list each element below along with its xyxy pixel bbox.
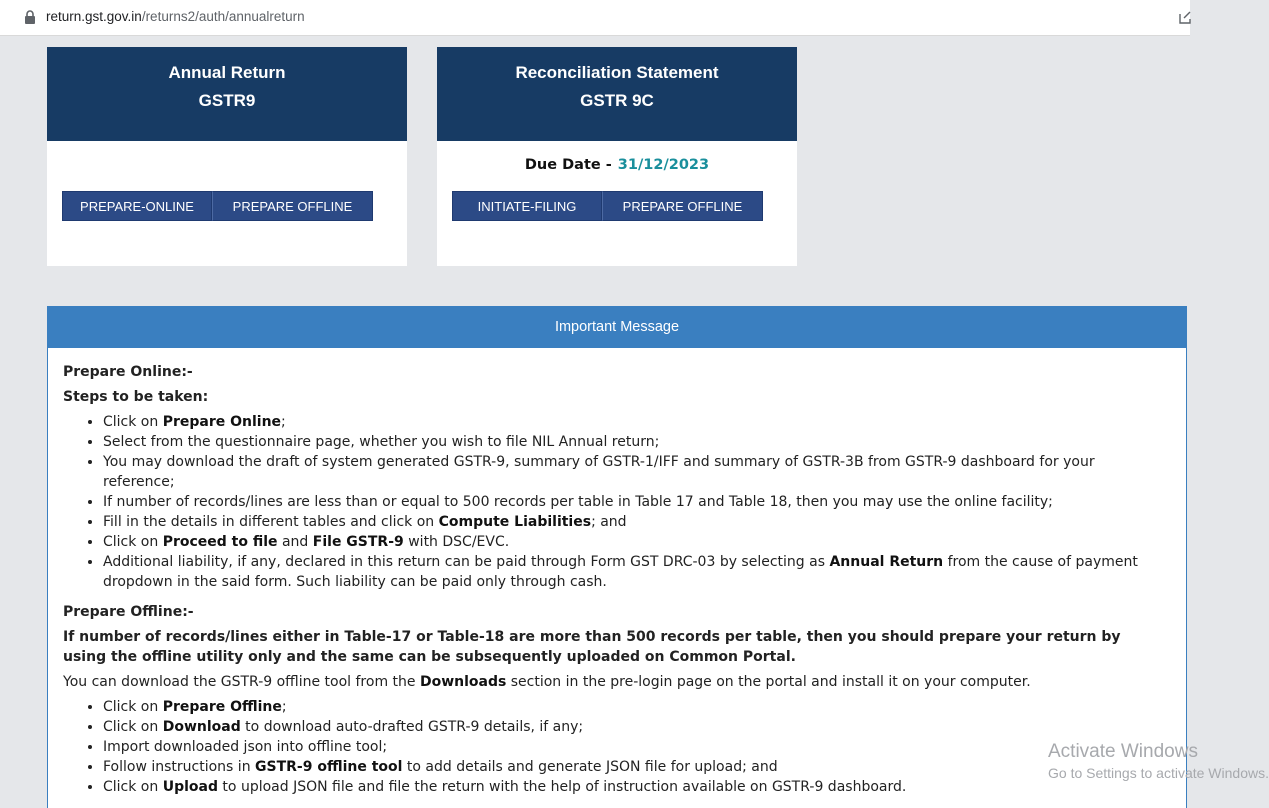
address-bar[interactable] [0, 0, 1190, 36]
prepare-online-button[interactable]: PREPARE-ONLINE [62, 191, 212, 221]
url-path: /returns2/auth/annualreturn [141, 9, 305, 24]
card-subtitle: GSTR 9C [580, 91, 654, 110]
offline-notice: If number of records/lines either in Table-17 or Table-18 are more than 500 records per table, then you should prepare your return by using the offline utility only and the same can be subsequently uploaded on Common Portal. [63, 629, 1121, 665]
list-item: • Import downloaded json into offline tool; [103, 737, 1163, 757]
prepare-offline-button[interactable]: PREPARE OFFLINE [602, 191, 763, 221]
url-host: return.gst.gov.in [46, 9, 142, 24]
lock-icon [24, 10, 36, 24]
list-item: • Fill in the details in different tables and click on Compute Liabilities; and [103, 512, 1163, 532]
list-item: • If number of records/lines are less than or equal to 500 records per table in Table 17 and Table 18, then you may use the online facility; [103, 492, 1163, 512]
prepare-offline-button[interactable]: PREPARE OFFLINE [212, 191, 373, 221]
due-date-value: 31/12/2023 [617, 157, 710, 173]
panel-header: Important Message [48, 307, 1186, 348]
card-subtitle: GSTR9 [198, 91, 256, 110]
prepare-offline-heading: Prepare Offline:- [63, 604, 194, 620]
list-item: • You may download the draft of system generated GSTR-9, summary of GSTR-1/IFF and summary of GSTR-3B from GSTR-9 dashboard for your reference; [103, 452, 1163, 492]
list-item: • Click on Proceed to file and File GSTR-9 with DSC/EVC. [103, 532, 1163, 552]
watermark-subtitle: Go to Settings to activate Windows. [1048, 765, 1269, 781]
activate-windows-watermark [1048, 740, 1269, 782]
list-item: • Click on Download to download auto-drafted GSTR-9 details, if any; [103, 717, 1163, 737]
online-steps-list [63, 412, 1163, 592]
list-item: • Click on Prepare Offline; [103, 697, 1163, 717]
download-instructions: You can download the GSTR-9 offline tool from the Downloads section in the pre-login page on the portal and install it on your computer. [63, 674, 1031, 690]
watermark-title: Activate Windows [1048, 741, 1198, 762]
offline-steps-list [63, 697, 1163, 797]
prepare-online-heading: Prepare Online:- [63, 364, 193, 380]
list-item: • Follow instructions in GSTR-9 offline tool to add details and generate JSON file for upload; and [103, 757, 1163, 777]
steps-heading: Steps to be taken: [63, 389, 209, 405]
important-message-panel [47, 306, 1187, 808]
list-item: • Click on Prepare Online; [103, 412, 1163, 432]
url-text[interactable] [46, 8, 305, 26]
due-date-row [437, 157, 797, 173]
button-group [452, 191, 763, 221]
initiate-filing-button[interactable]: INITIATE-FILING [452, 191, 602, 221]
due-date-label: Due Date - [524, 157, 612, 173]
card-header [47, 47, 407, 141]
reconciliation-statement-card [437, 47, 797, 266]
annual-return-card [47, 47, 407, 266]
list-item: • Additional liability, if any, declared in this return can be paid through Form GST DRC-03 by selecting as Annual Return from the cause of payment dropdown in the said form. Such liability can be paid only through cash. [103, 552, 1163, 592]
card-title: Reconciliation Statement [515, 63, 719, 82]
button-group [62, 191, 373, 221]
card-header [437, 47, 797, 141]
panel-body [63, 362, 1163, 797]
card-title: Annual Return [168, 63, 286, 82]
list-item: • Click on Upload to upload JSON file and file the return with the help of instruction available on GSTR-9 dashboard. [103, 777, 1163, 797]
list-item: • Select from the questionnaire page, whether you wish to file NIL Annual return; [103, 432, 1163, 452]
share-icon[interactable] [1178, 9, 1192, 25]
